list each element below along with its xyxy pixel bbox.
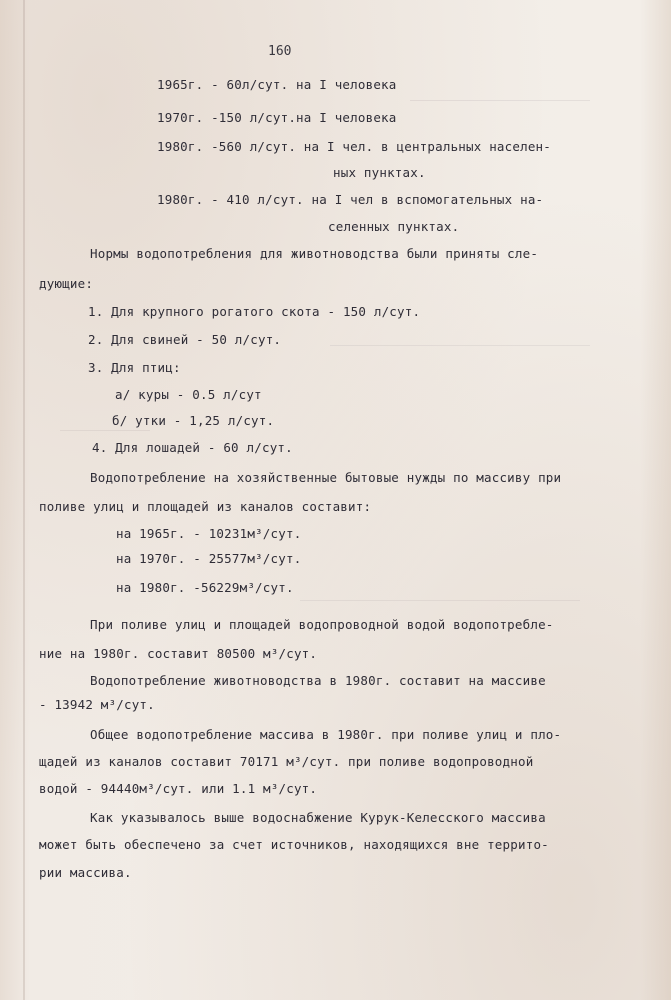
list-item: 4. Для лошадей - 60 л/сут. (92, 440, 293, 455)
text-line: дующие: (39, 276, 94, 291)
text-line: Водопотребление на хозяйственные бытовые нужды по массиву при (90, 470, 562, 485)
text-line: Нормы водопотребления для животноводства были приняты сле- (90, 246, 539, 261)
text-line: водой - 94440м³/сут. или 1.1 м³/сут. (39, 781, 318, 796)
bleed-through-mark (60, 430, 150, 439)
text-line: рии массива. (39, 865, 132, 880)
text-line: поливе улиц и площадей из каналов составит: (39, 499, 372, 514)
text-line: ние на 1980г. составит 80500 м³/сут. (39, 646, 318, 661)
text-line: 1965г. - 60л/сут. на I человека (157, 77, 397, 92)
text-line: ных пунктах. (333, 165, 426, 180)
text-line: Общее водопотребление массива в 1980г. при поливе улиц и пло- (90, 727, 562, 742)
text-line: При поливе улиц и площадей водопроводной водой водопотребле- (90, 617, 554, 632)
bleed-through-mark (410, 100, 590, 109)
text-line: Как указывалось выше водоснабжение Курук-Келесского массива (90, 810, 546, 825)
bleed-through-mark (300, 600, 580, 609)
text-line: на 1970г. - 25577м³/сут. (116, 551, 302, 566)
list-item: 2. Для свиней - 50 л/сут. (88, 332, 282, 347)
text-line: 1980г. - 410 л/сут. на I чел в вспомогательных на- (157, 192, 544, 207)
text-line: щадей из каналов составит 70171 м³/сут. при поливе водопроводной (39, 754, 534, 769)
page-number: 160 (268, 44, 292, 59)
page-fold-line (23, 0, 25, 1000)
text-line: селенных пунктах. (328, 219, 460, 234)
list-item: 1. Для крупного рогатого скота - 150 л/сут. (88, 304, 421, 319)
list-item: 3. Для птиц: (88, 360, 181, 375)
text-line: Водопотребление животноводства в 1980г. составит на массиве (90, 673, 546, 688)
text-line: 1980г. -560 л/сут. на I чел. в центральных населен- (157, 139, 552, 154)
list-subitem: б/ утки - 1,25 л/сут. (112, 413, 275, 428)
text-line: на 1965г. - 10231м³/сут. (116, 526, 302, 541)
bleed-through-mark (330, 345, 590, 354)
text-line: может быть обеспечено за счет источников, находящихся вне террито- (39, 837, 549, 852)
text-line: 1970г. -150 л/сут.на I человека (157, 110, 397, 125)
text-line: - 13942 м³/сут. (39, 697, 155, 712)
list-subitem: а/ куры - 0.5 л/сут (115, 387, 262, 402)
text-line: на 1980г. -56229м³/сут. (116, 580, 294, 595)
